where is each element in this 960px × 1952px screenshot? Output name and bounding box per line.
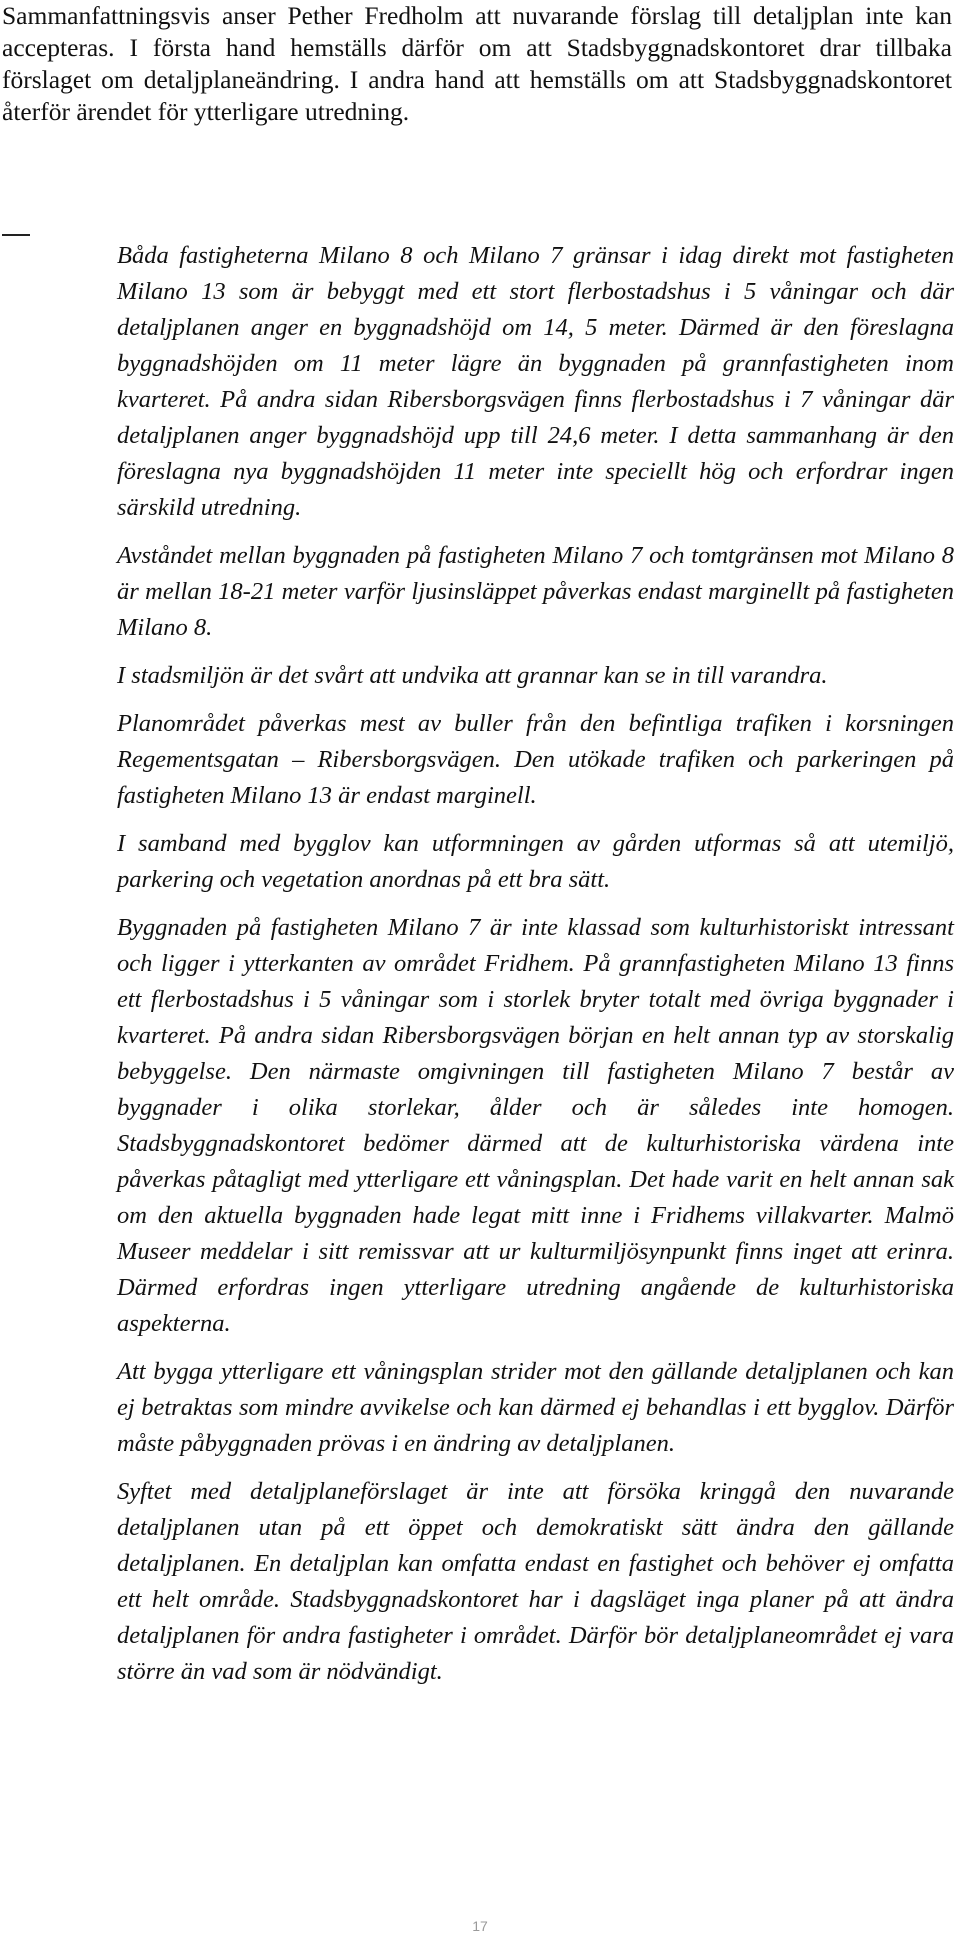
response-paragraph-cultural-heritage: Byggnaden på fastigheten Milano 7 är inte klassad som kulturhistoriskt intressant och ligger i ytterkanten av området Fridhem. På grannfastigheten Milano 13 finns ett flerbostadshus i 5 våningar som i storlek bryter totalt med övriga byggnader i kvarteret. På andra sidan Ribersborgsvägen början en helt annan typ av storskalig bebyggelse. Den närmaste omgivningen till fastigheten Milano 7 består av byggnader i olika storlekar, ålder och är således inte homogen. Stadsbyggnadskontoret bedömer därmed att de kulturhistoriska värdena inte påverkas påtagligt med ytterligare ett våningsplan. Det hade varit en helt annan sak om den aktuella byggnaden hade legat mitt inne i Fridhems villakvarter. Malmö Museer meddelar i sitt remissvar att ur kulturmiljösynpunkt finns inget att erinra. Därmed erfordras ingen ytterligare utredning angående de kulturhistoriska aspekterna. [117, 914, 954, 1337]
response-paragraph-purpose: Syftet med detaljplaneförslaget är inte att försöka kringgå den nuvarande detaljplanen utan på ett öppet och demokratiskt sätt ändra den gällande detaljplanen. En detaljplan kan omfatta endast en fastighet och behöver ej omfatta ett helt område. Stadsbyggnadskontoret har i dagsläget inga planer på att ändra detaljplanen för andra fastigheter i området. Därför bör detaljplaneområdet ej vara större än vad som är nödvändigt. [117, 1478, 954, 1685]
page-number: 17 [472, 1918, 488, 1934]
response-paragraph-distance: Avståndet mellan byggnaden på fastigheten Milano 7 och tomtgränsen mot Milano 8 är mellan 18-21 meter varför ljusinsläppet påverkas endast marginellt på fastigheten Milano 8. [117, 542, 954, 641]
response-paragraph-noise: Planområdet påverkas mest av buller från den befintliga trafiken i korsningen Regementsgatan – Ribersborgsvägen. Den utökade trafiken och parkeringen på fastigheten Milano 13 är endast marginell. [117, 710, 954, 809]
response-paragraph-building-height: Båda fastigheterna Milano 8 och Milano 7 gränsar i idag direkt mot fastigheten Milano 13 som är bebyggt med ett stort flerbostadshus i 5 våningar och där detaljplanen anger en byggnadshöjd om 14, 5 meter. Därmed är den föreslagna byggnadshöjden om 11 meter lägre än byggnaden på grannfastigheten inom kvarteret. På andra sidan Ribersborgsvägen finns flerbostadshus i 7 våningar där detaljplanen anger byggnadshöjd upp till 24,6 meter. I detta sammanhang är den föreslagna nya byggnadshöjden 11 meter inte speciellt hög och erfordrar ingen särskild utredning. [117, 242, 954, 521]
response-paragraph-courtyard: I samband med bygglov kan utformningen av gården utformas så att utemiljö, parkering och vegetation anordnas på ett bra sätt. [117, 830, 954, 893]
response-paragraph-privacy: I stadsmiljön är det svårt att undvika att grannar kan se in till varandra. [117, 662, 828, 689]
response-section [117, 238, 954, 1710]
response-dash-marker [2, 234, 30, 236]
response-paragraph-building-permit: Att bygga ytterligare ett våningsplan strider mot den gällande detaljplanen och kan ej betraktas som mindre avvikelse och kan därmed ej behandlas i ett bygglov. Därför måste påbyggnaden prövas i en ändring av detaljplanen. [117, 1358, 954, 1457]
intro-paragraph: Sammanfattningsvis anser Pether Fredholm att nuvarande förslag till detaljplan inte kan accepteras. I första hand hemställs därför om att Stadsbyggnadskontoret drar tillbaka förslaget om detaljplaneändring. I andra hand att hemställs om att Stadsbyggnadskontoret återför ärendet för ytterligare utredning. [2, 1, 952, 126]
